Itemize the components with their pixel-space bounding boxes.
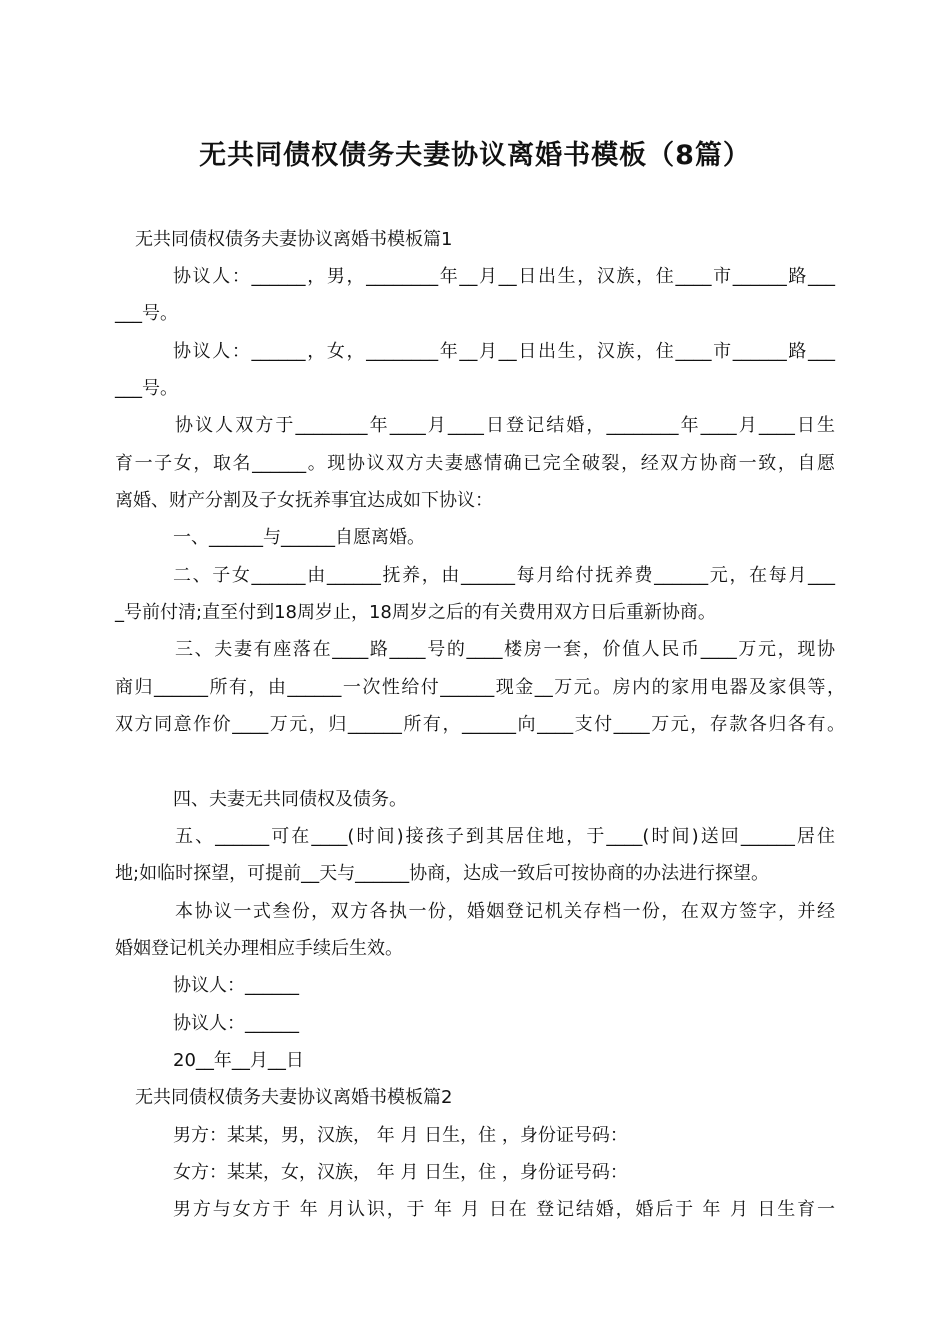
clause-4: 四、夫妻无共同债权及债务。 <box>173 789 407 810</box>
paragraph-line: 离婚、财产分割及子女抚养事宜达成如下协议： <box>115 490 493 511</box>
section-heading-1: 无共同债权债务夫妻协议离婚书模板篇1 <box>135 229 453 250</box>
clause-3-line: 双方同意作价____万元，归______所有，______向____支付____万元，存款各归各有。 <box>115 714 845 735</box>
paragraph-line: ___号。 <box>115 303 178 324</box>
clause-5-line: 五、______可在____(时间)接孩子到其居住地，于____(时间)送回______居住 <box>175 826 835 847</box>
paragraph-line: 育一子女，取名______。现协议双方夫妻感情确已完全破裂，经双方协商一致，自愿 <box>115 453 835 474</box>
paragraph-line: 协议人：______，男，________年__月__日出生，汉族，住____市______路___ <box>173 266 835 287</box>
clause-1: 一、______与______自愿离婚。 <box>173 527 425 548</box>
paragraph-line: 男方与女方于 年 月认识，于 年 月 日在 登记结婚，婚后于 年 月 日生育一 <box>173 1199 835 1220</box>
paragraph-line: 女方：某某，女，汉族， 年 月 日生，住 ，身份证号码： <box>173 1162 628 1183</box>
section-heading-2: 无共同债权债务夫妻协议离婚书模板篇2 <box>135 1087 453 1108</box>
signature-line: 协议人：______ <box>173 1013 299 1034</box>
signature-line: 协议人：______ <box>173 975 299 996</box>
clause-2-line: 二、子女______由______抚养，由______每月给付抚养费______元，在每月___ <box>173 565 835 586</box>
closing-line: 婚姻登记机关办理相应手续后生效。 <box>115 938 403 959</box>
clause-2-line: _号前付清;直至付到18周岁止，18周岁之后的有关费用双方日后重新协商。 <box>115 602 716 623</box>
document-title: 无共同债权债务夫妻协议离婚书模板（8篇） <box>199 140 751 171</box>
clause-5-line: 地;如临时探望，可提前__天与______协商，达成一致后可按协商的办法进行探望。 <box>115 863 770 884</box>
paragraph-line: 男方：某某，男，汉族， 年 月 日生，住 ，身份证号码： <box>173 1125 628 1146</box>
clause-3-line: 商归______所有，由______一次性给付______现金__万元。房内的家用电器及家俱等， <box>115 677 845 698</box>
clause-3-line: 三、夫妻有座落在____路____号的____楼房一套，价值人民币____万元，现协 <box>175 639 835 660</box>
date-line: 20__年__月__日 <box>173 1050 304 1071</box>
paragraph-line: 协议人双方于________年____月____日登记结婚，________年____月____日生 <box>175 415 835 436</box>
paragraph-line: ___号。 <box>115 378 178 399</box>
closing-line: 本协议一式叁份，双方各执一份，婚姻登记机关存档一份，在双方签字，并经 <box>175 901 835 922</box>
paragraph-line: 协议人：______，女，________年__月__日出生，汉族，住____市______路___ <box>173 341 835 362</box>
